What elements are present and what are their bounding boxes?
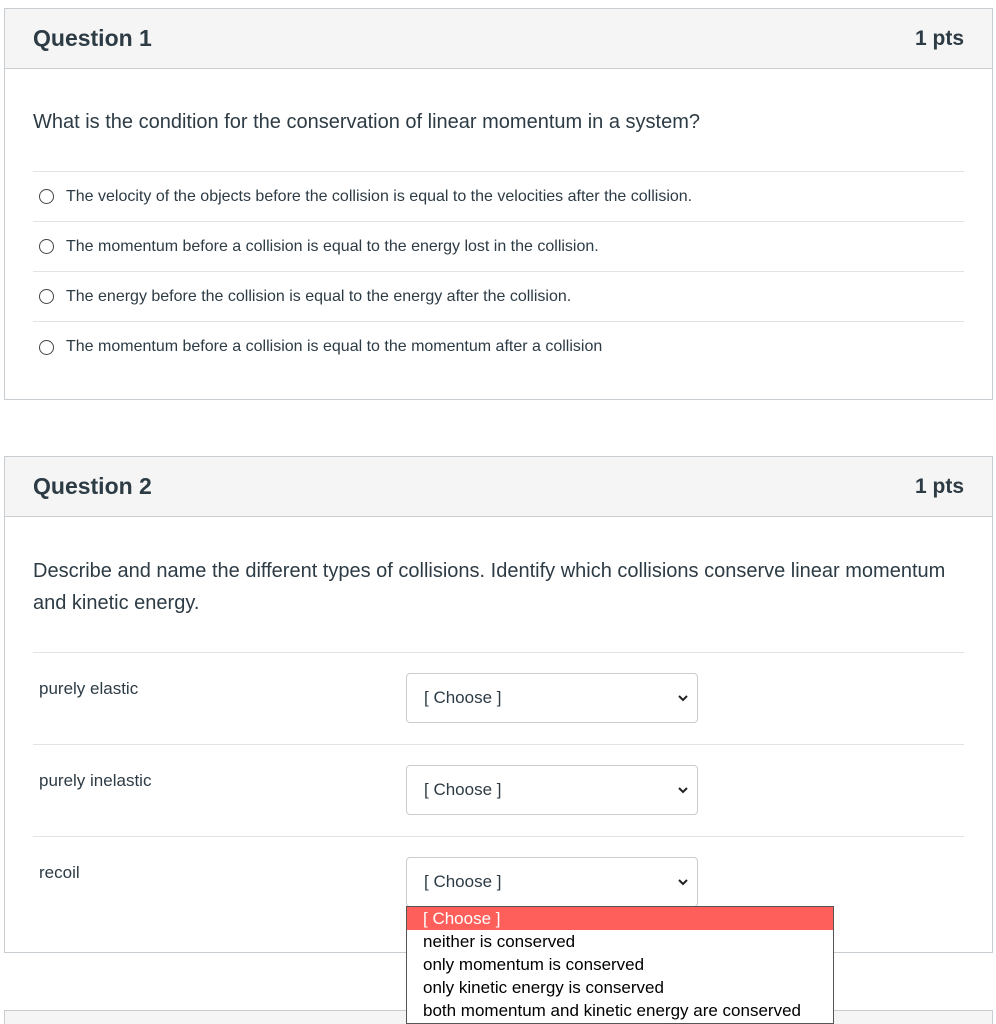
question-2-title: Question 2: [33, 473, 152, 499]
radio-button-icon[interactable]: [39, 340, 54, 355]
answer-option-3[interactable]: [33, 272, 964, 322]
chevron-down-icon: [677, 784, 689, 796]
match-row-purely-inelastic: [33, 745, 964, 837]
radio-button-icon[interactable]: [39, 289, 54, 304]
match-label: purely elastic: [39, 679, 139, 698]
dropdown-option-neither[interactable]: neither is conserved: [423, 932, 576, 951]
question-2-text: Describe and name the different types of collisions. Identify which collisions conserve linear momentum and kinetic energy.: [33, 560, 946, 614]
answer-list: [33, 171, 964, 372]
answer-label: The momentum before a collision is equal to the energy lost in the collision.: [66, 237, 599, 255]
answer-label: The energy before the collision is equal to the energy after the collision.: [66, 287, 572, 305]
question-2-card: [4, 456, 993, 953]
question-1-text: What is the condition for the conservation of linear momentum in a system?: [33, 111, 700, 133]
question-1-header: [5, 9, 992, 69]
dropdown-option-momentum[interactable]: only momentum is conserved: [423, 955, 645, 974]
select-value: [ Choose ]: [424, 872, 502, 891]
match-select-recoil[interactable]: [406, 857, 698, 907]
answer-option-4[interactable]: [33, 322, 964, 372]
match-row-purely-elastic: [33, 653, 964, 745]
answer-label: The velocity of the objects before the collision is equal to the velocities after the collision.: [66, 187, 693, 205]
question-2-points: 1 pts: [914, 474, 964, 498]
chevron-down-icon: [677, 692, 689, 704]
question-2-header: [5, 457, 992, 517]
match-label: recoil: [39, 863, 80, 882]
recoil-dropdown-list: [406, 906, 834, 1024]
match-label: purely inelastic: [39, 771, 152, 790]
answer-label: The momentum before a collision is equal to the momentum after a collision: [66, 338, 603, 355]
match-select-purely-inelastic[interactable]: [406, 765, 698, 815]
select-value: [ Choose ]: [424, 688, 502, 707]
select-value: [ Choose ]: [424, 780, 502, 799]
radio-button-icon[interactable]: [39, 239, 54, 254]
dropdown-option-choose[interactable]: [ Choose ]: [407, 907, 833, 930]
dropdown-option-kinetic[interactable]: only kinetic energy is conserved: [423, 978, 664, 997]
question-1-card: [4, 8, 993, 400]
radio-button-icon[interactable]: [39, 189, 54, 204]
question-1-points: 1 pts: [914, 26, 964, 50]
question-1-title: Question 1: [33, 25, 152, 51]
match-select-purely-elastic[interactable]: [406, 673, 698, 723]
answer-option-1[interactable]: [33, 172, 964, 222]
match-list: [33, 652, 964, 929]
dropdown-option-both[interactable]: both momentum and kinetic energy are conserved: [423, 1001, 801, 1020]
answer-option-2[interactable]: [33, 222, 964, 272]
chevron-down-icon: [677, 876, 689, 888]
